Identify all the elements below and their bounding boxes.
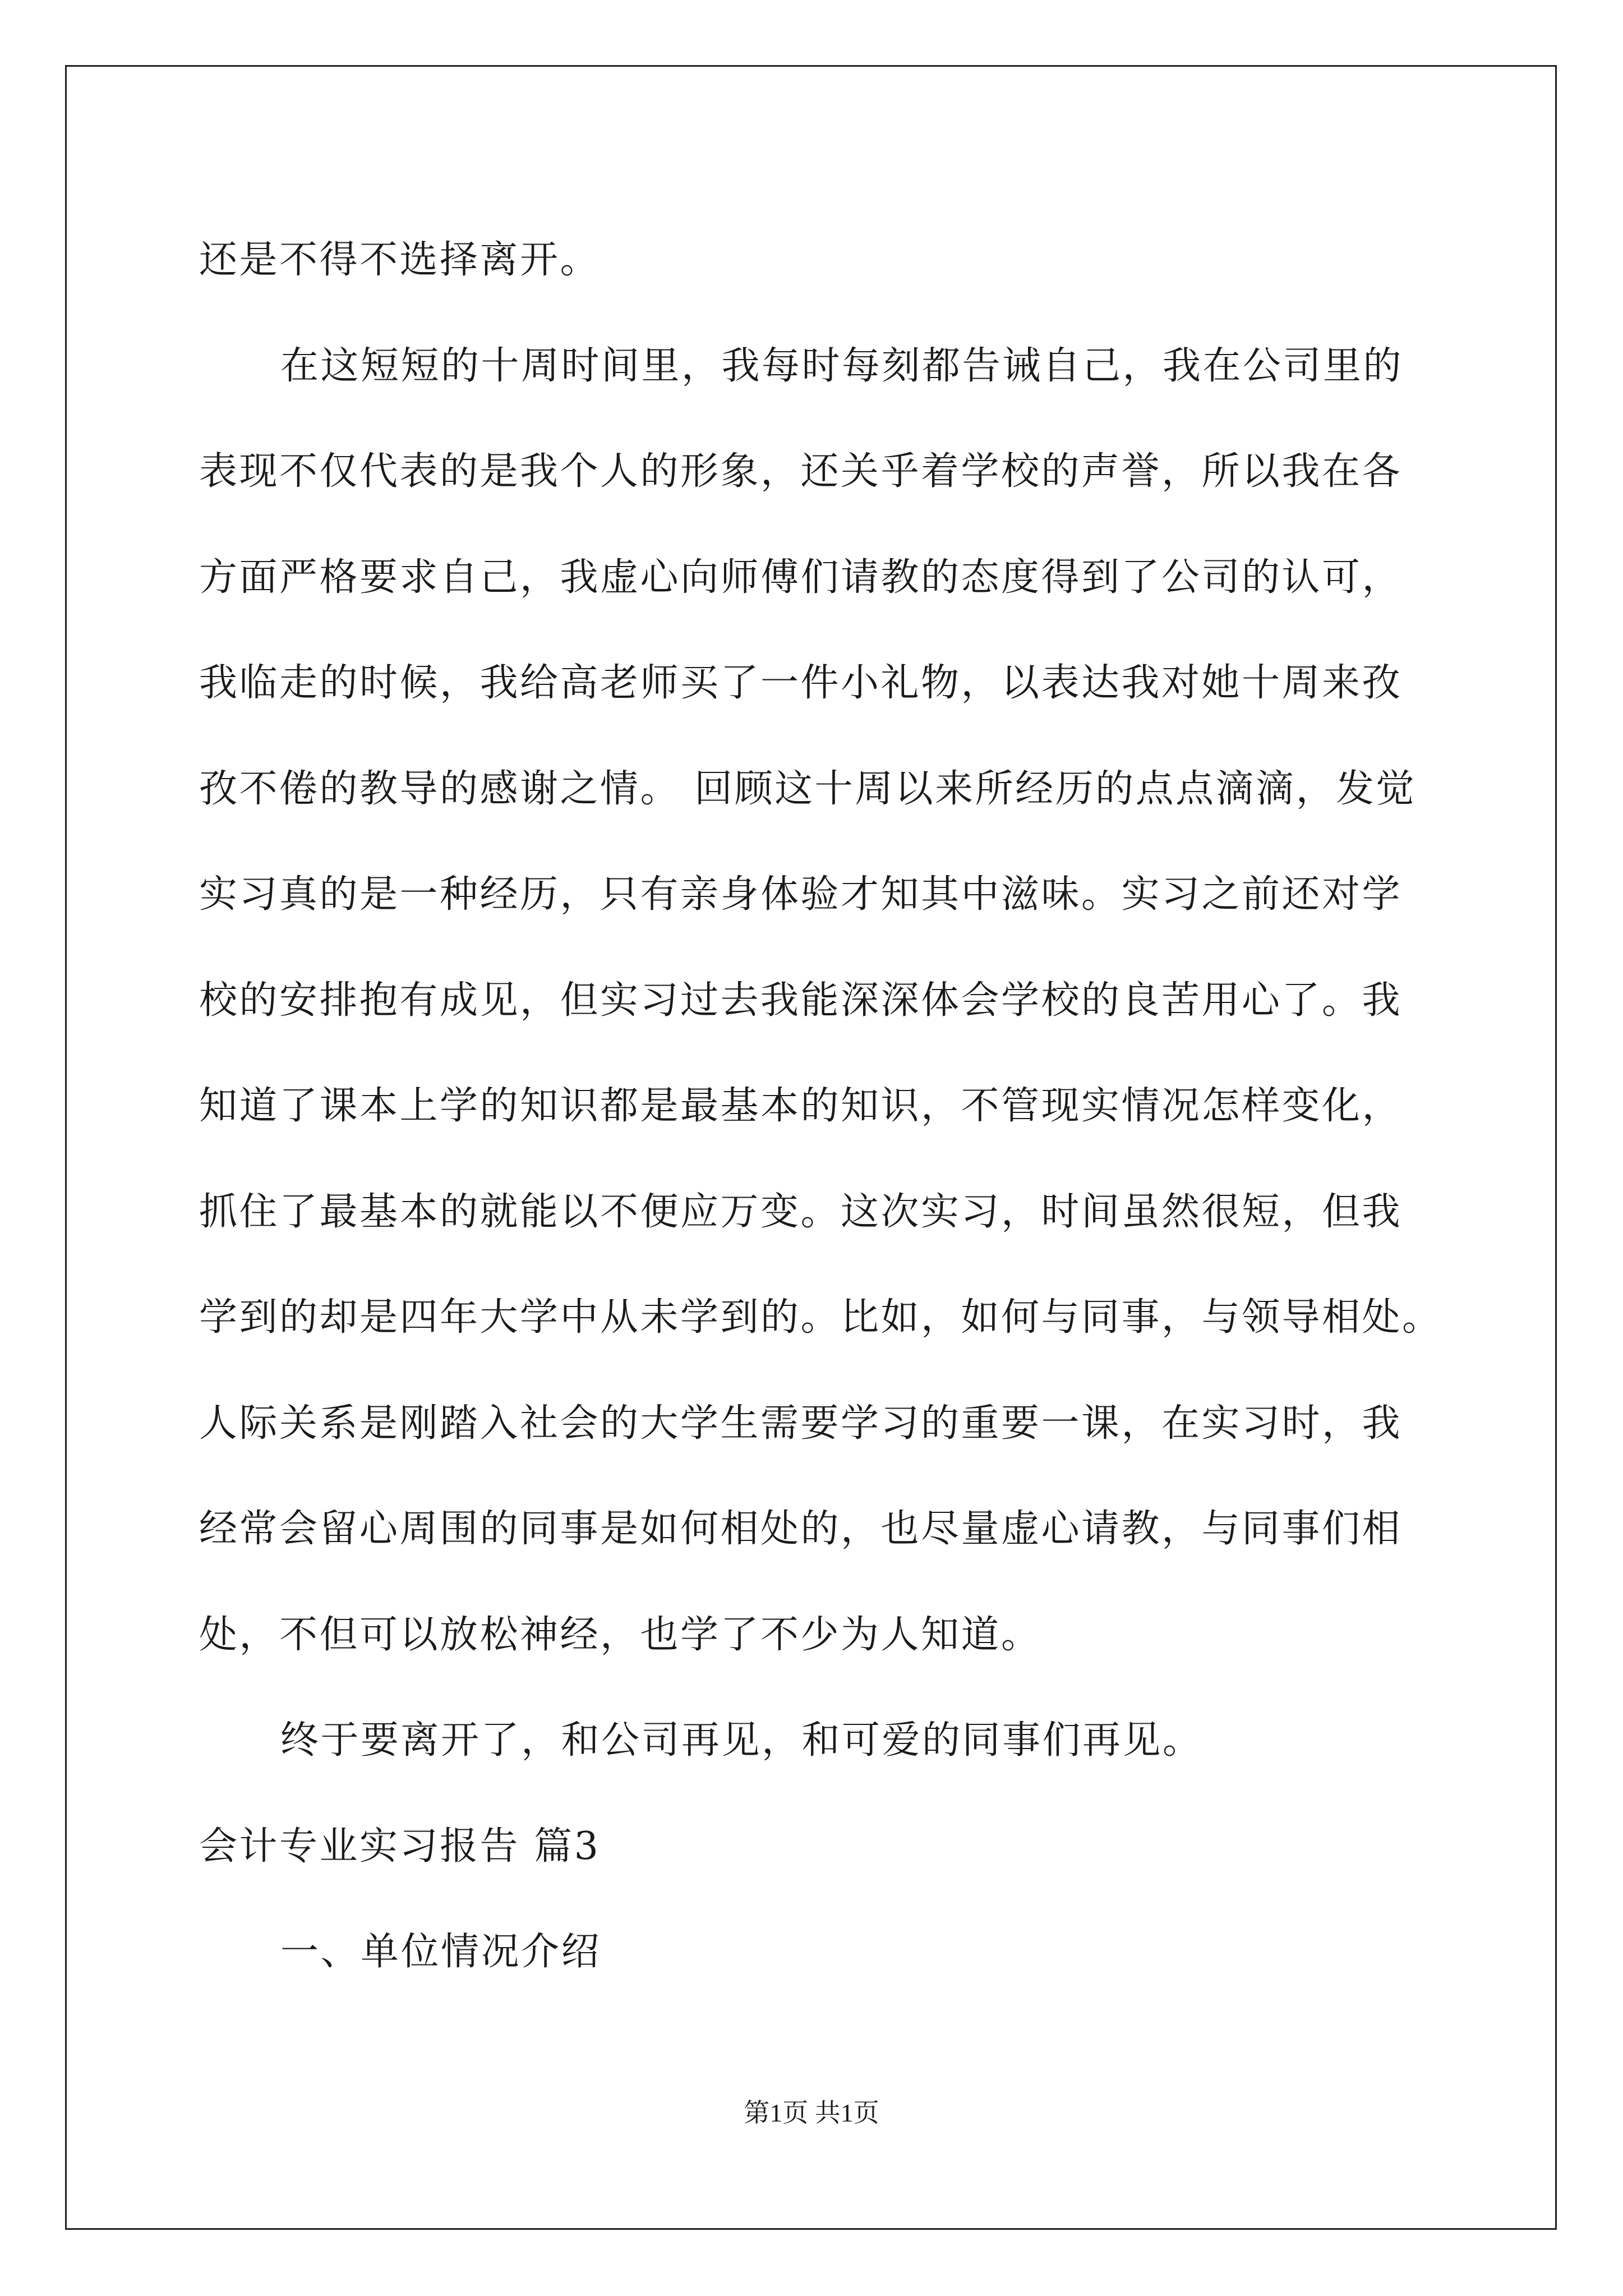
text-line: 在这短短的十周时间里，我每时每刻都告诫自己，我在公司里的 <box>280 343 1404 388</box>
text-line: 表现不仅代表的是我个人的形象，还关乎着学校的声誉，所以我在各 <box>199 449 1403 494</box>
text-line: 校的安排抱有成见，但实习过去我能深深体会学校的良苦用心了。我 <box>199 978 1403 1023</box>
text-line: 我临走的时候，我给高老师买了一件小礼物，以表达我对她十周来孜 <box>199 661 1403 705</box>
text-line: 方面严格要求自己，我虚心向师傅们请教的态度得到了公司的认可， <box>199 555 1403 600</box>
text-line: 人际关系是刚踏入社会的大学生需要学习的重要一课，在实习时，我 <box>199 1401 1403 1446</box>
text-line: 处，不但可以放松神经，也学了不少为人知道。 <box>199 1612 1041 1657</box>
text-line: 终于要离开了，和公司再见，和可爱的同事们再见。 <box>280 1718 1203 1763</box>
text-line: 学到的却是四年大学中从未学到的。比如，如何与同事，与领导相处。 <box>199 1295 1442 1340</box>
text-line: 还是不得不选择离开。 <box>199 238 601 282</box>
text-line: 抓住了最基本的就能以不便应万变。这次实习，时间虽然很短，但我 <box>199 1189 1403 1234</box>
text-line: 知道了课本上学的知识都是最基本的知识，不管现实情况怎样变化， <box>199 1084 1403 1128</box>
text-line: 孜不倦的教导的感谢之情。 回顾这十周以来所经历的点点滴滴，发觉 <box>199 766 1417 811</box>
text-line: 实习真的是一种经历，只有亲身体验才知其中滋味。实习之前还对学 <box>199 872 1403 917</box>
page-number: 第1页 共1页 <box>744 2099 879 2127</box>
document-body <box>199 208 1442 2005</box>
text-line: 经常会留心周围的同事是如何相处的，也尽量虚心请教，与同事们相 <box>199 1507 1403 1551</box>
section-heading: 会计专业实习报告 篇3 <box>199 1824 601 1869</box>
subsection-heading: 一、单位情况介绍 <box>280 1930 602 1974</box>
